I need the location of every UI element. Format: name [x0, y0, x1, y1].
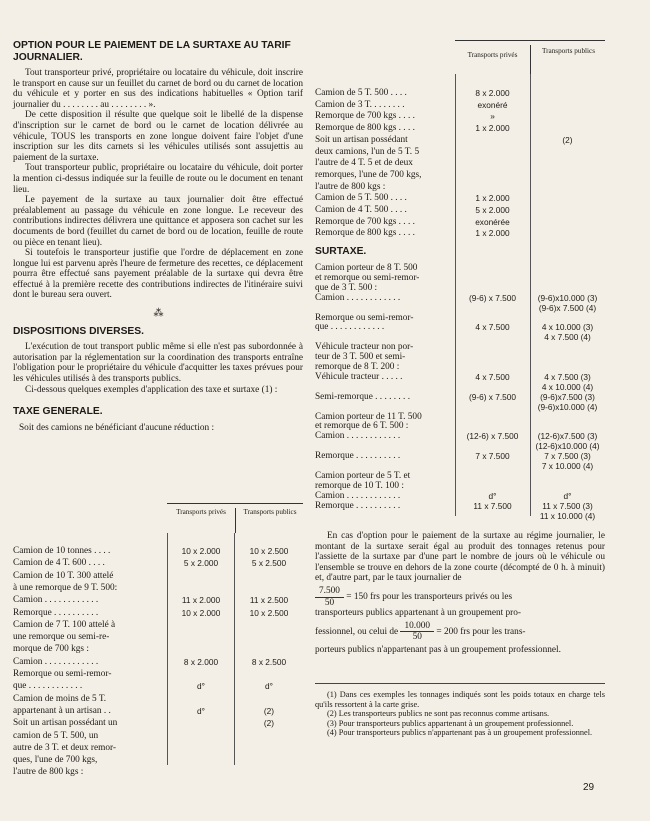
row-label: l'autre de 800 kgs :: [13, 767, 84, 778]
fraction-text: = 150 frs pour les transporteurs privés ou les: [346, 592, 513, 603]
fraction: [400, 621, 434, 643]
value-publics: (2): [263, 705, 275, 716]
row-label: Remorque . . . . . . . . . .: [315, 500, 401, 511]
col-header-publics: Transports publics: [530, 45, 606, 75]
value-prives: 8 x 2.000: [475, 88, 510, 98]
fraction-denominator: 50: [412, 632, 422, 643]
value-prives: 1 x 2.000: [475, 228, 510, 239]
left-column: [13, 40, 303, 439]
value-prives: d°: [197, 681, 205, 692]
section-title-surtaxe: SURTAXE.: [315, 246, 367, 257]
value-prives: 10 x 2.000: [181, 607, 221, 618]
row-label: teur de 3 T. 500 et semi-: [315, 352, 406, 363]
fraction-denominator: 50: [324, 597, 335, 608]
value-publics: 4 x 7.500 (3): [544, 371, 591, 382]
value-publics: (2): [263, 718, 275, 729]
value-publics: (12-6)x10.000 (4): [535, 441, 600, 452]
value-publics: 7 x 10.000 (4): [541, 461, 594, 471]
value-publics: 8 x 2.500: [251, 656, 287, 667]
row-label: Camion porteur de 8 T. 500: [315, 263, 418, 273]
row-label: deux camions, l'un de 5 T. 5: [315, 146, 420, 157]
row-label: Remorque de 800 kgs . . . .: [315, 228, 415, 239]
row-label: Remorque . . . . . . . . . .: [13, 607, 99, 618]
row-label: Camion . . . . . . . . . . . .: [315, 490, 401, 501]
value-prives: exonéré: [477, 99, 508, 110]
option-explanation: [315, 531, 605, 656]
row-label: Remorque ou semi-remor-: [315, 312, 414, 323]
value-prives: 5 x 2.000: [475, 205, 510, 215]
value-publics: 11 x 7.500 (3): [542, 500, 593, 511]
fraction-prefix: fessionnel, ou celui de: [315, 626, 399, 637]
row-label: appartenant à un artisan . .: [13, 705, 111, 716]
row-label: remorque de 10 T. 100 :: [315, 480, 404, 491]
value-publics: 11 x 2.500: [249, 595, 289, 606]
footnotes: [315, 683, 605, 738]
paragraph: Le payement de la surtaxe au taux journalier doit être effectué préalablement au passage du véhicule en zone longue. Le receveur des contributions indirectes délivrera une quittance et apposera son cachet sur les documents de bord (feuillet du carnet de bord ou de location, feuille de route ou pièce en tenant lieu).: [13, 195, 303, 248]
row-label: remorques, l'une de 700 kgs,: [315, 169, 422, 180]
row-label: ques, l'une de 700 kgs,: [13, 755, 98, 766]
section-title-dispositions: DISPOSITIONS DIVERSES.: [13, 325, 145, 337]
row-label: Remorque . . . . . . . . . .: [315, 451, 401, 462]
row-label: remorque de 8 T. 200 :: [315, 362, 400, 372]
value-publics: (9-6)x10.000 (3): [537, 292, 598, 303]
row-label: Soit un artisan possédant un: [13, 718, 118, 729]
value-publics: 4 x 10.000 (3): [541, 322, 594, 333]
footnote: (4) Pour transporteurs publics n'appartenant pas à un groupement professionnel.: [327, 728, 593, 738]
option-paragraphs: [13, 68, 303, 301]
value-publics: 7 x 7.500 (3): [544, 451, 591, 462]
value-prives: 4 x 7.500: [475, 322, 510, 333]
value-publics: (9-6)x7.500 (3): [540, 391, 595, 402]
value-prives: 1 x 2.000: [475, 193, 510, 204]
value-prives: 10 x 2.000: [181, 546, 221, 556]
value-prives: (9-6) x 7.500: [468, 391, 517, 402]
row-label: Camion de 4 T. 500 . . . .: [315, 205, 407, 215]
row-label: camion de 5 T. 500, un: [13, 730, 99, 741]
paragraph: Ci-dessous quelques exemples d'application des taxe et surtaxe (1) :: [25, 384, 278, 395]
value-publics: 10 x 2.500: [249, 607, 289, 618]
value-publics: 5 x 2.500: [251, 558, 287, 569]
paragraph: L'exécution de tout transport public même si elle n'est pas subordonnée à autorisation par la réglementation sur la coordination des transports entraîne l'obligation pour le propriétaire du véhicule d'acquitter les taxes prévues pour les véhicules utilisés à des transports publics.: [13, 342, 303, 384]
section-separator: ⁂: [153, 308, 163, 320]
value-prives: 11 x 2.000: [181, 595, 221, 606]
row-label: Véhicule tracteur . . . . .: [315, 371, 403, 382]
row-label: que . . . . . . . . . . . .: [315, 322, 385, 333]
value-prives: 8 x 2.000: [183, 656, 219, 667]
row-label: Camion de 10 T. 300 attelé: [13, 570, 114, 581]
row-label: Remorque de 700 kgs . . . .: [315, 111, 415, 122]
dispositions-paragraphs: [13, 342, 303, 395]
right-table-header: [455, 40, 605, 75]
paragraph: Tout transporteur privé, propriétaire ou locataire du véhicule, doit inscrire le transport en cause sur un feuillet du carnet de bord ou du carnet de location du véhicule et y porter en sus des indications habituelles « Option tarif journalier du . . . . . . . . au . . . . . . . . ».: [13, 68, 303, 110]
value-publics: 4 x 10.000 (4): [541, 381, 594, 392]
row-label: Remorque de 700 kgs . . . .: [315, 216, 415, 227]
value-publics: 4 x 7.500 (4): [544, 332, 591, 343]
row-label: Semi-remorque . . . . . . . .: [315, 391, 411, 402]
taxe-intro: Soit des camions ne bénéficiant d'aucune réduction :: [19, 422, 215, 433]
fraction-numerator: 7.500: [315, 586, 344, 598]
fraction-line-1: [315, 586, 605, 608]
value-prives: 7 x 7.500: [475, 451, 510, 462]
value-prives: d°: [488, 490, 497, 501]
fraction-numerator: 10.000: [400, 621, 434, 633]
fraction-text: = 200 frs pour les trans-: [436, 626, 526, 637]
row-label: que de 3 T. 500 :: [315, 282, 378, 293]
row-label: l'autre de 4 T. 5 et de deux: [315, 158, 413, 169]
value-publics: (9-6)x 7.500 (4): [538, 302, 597, 313]
row-label: Véhicule tracteur non por-: [315, 342, 414, 353]
row-label: Camion porteur de 5 T. et: [315, 470, 411, 481]
footnote: (3) Pour transporteurs publics appartenant à un groupement professionnel.: [327, 718, 574, 728]
row-label: l'autre de 800 kgs :: [315, 181, 386, 192]
row-label: Camion . . . . . . . . . . . .: [315, 292, 401, 303]
row-label: Camion . . . . . . . . . . . .: [13, 595, 99, 606]
row-label: morque de 700 kgs :: [13, 644, 89, 655]
row-label: Camion . . . . . . . . . . . .: [315, 431, 401, 442]
row-label: une remorque ou semi-re-: [13, 632, 110, 643]
value-prives: 5 x 2.000: [183, 558, 219, 569]
row-label: Camion de 10 tonnes . . . .: [13, 546, 111, 556]
value-prives: 4 x 7.500: [475, 371, 510, 382]
col-header-publics: Transports publics: [235, 508, 304, 533]
explanation-paragraph: En cas d'option pour le paiement de la surtaxe au régime journalier, le montant de la surtaxe serait égal au produit des tonnages retenus pour l'assiette de la surtaxe par d'une part le nombre de jours où le véhicule ou l'ensemble se trouve en dehors de la zone courte (décompté de 0 h. à minuit) et, d'autre part, par le taux journalier de: [315, 531, 605, 584]
row-label: Camion de 4 T. 600 . . . .: [13, 558, 105, 569]
footnote: (2) Les transporteurs publics ne sont pas reconnus comme artisans.: [327, 709, 550, 719]
fraction: [315, 586, 344, 608]
value-publics: d°: [265, 681, 273, 692]
row-label: Remorque ou semi-remor-: [13, 669, 112, 679]
section-title-taxe-generale: TAXE GENERALE.: [13, 406, 103, 418]
value-publics: (2): [562, 134, 573, 145]
row-label: que . . . . . . . . . . . .: [13, 681, 83, 692]
row-label: Camion de moins de 5 T.: [13, 693, 107, 704]
explanation-line: transporteurs publics appartenant à un groupement pro-: [315, 608, 522, 619]
fraction-line-2: [315, 621, 605, 643]
row-label: Remorque de 800 kgs . . . .: [315, 123, 415, 134]
value-publics: 11 x 10.000 (4): [539, 510, 596, 521]
value-prives: (9-6) x 7.500: [468, 292, 517, 303]
value-publics: 10 x 2.500: [249, 546, 289, 556]
row-label: autre de 3 T. et deux remor-: [13, 742, 116, 753]
row-label: Camion de 5 T. 500 . . . .: [315, 88, 407, 98]
col-header-prives: Transports privés: [176, 508, 226, 516]
row-label: et remorque ou semi-remor-: [315, 272, 420, 283]
paragraph: Si toutefois le transporteur justifie que l'ordre de déplacement en zone longue lui est parvenu après l'heure de fermeture des recettes, ce déplacement pourra être effectué sans payement préalable de la surtaxe qui devra être effectué à la première recette des contributions indirectes de l'itinéraire suivi dont le bureau sera ouvert.: [13, 248, 303, 301]
left-table-header: [167, 503, 303, 534]
value-prives: 1 x 2.000: [475, 123, 510, 134]
value-publics: (12-6)x7.500 (3): [537, 431, 598, 442]
row-label: et remorque de 6 T. 500 :: [315, 421, 409, 432]
column-divider: [530, 74, 531, 270]
row-label: à une remorque de 9 T. 500:: [13, 582, 118, 593]
row-label: Camion de 3 T. . . . . . . .: [315, 99, 405, 110]
value-prives: 11 x 7.500: [473, 500, 512, 511]
col-header-prives: Transports privés: [467, 51, 518, 59]
value-prives: d°: [197, 705, 205, 716]
value-publics: d°: [563, 490, 572, 501]
value-prives: »: [490, 111, 495, 122]
value-publics: (9-6)x10.000 (4): [537, 401, 598, 412]
value-prives: (12-6) x 7.500: [466, 431, 519, 442]
surtaxe-section: [315, 246, 605, 521]
footnote: (1) Dans ces exemples les tonnages indiqués sont les poids totaux en charge tels qu'ils ressortent à la carte grise.: [315, 690, 605, 709]
row-label: Camion porteur de 11 T. 500: [315, 411, 422, 422]
value-prives: exonérée: [475, 216, 510, 227]
row-label: Soit un artisan possédant: [315, 134, 408, 145]
row-label: Camion de 5 T. 500 . . . .: [315, 193, 407, 204]
row-label: Camion de 7 T. 100 attelé à: [13, 619, 116, 630]
section-title-option: OPTION POUR LE PAIEMENT DE LA SURTAXE AU TARIF JOURNALIER.: [13, 40, 291, 63]
paragraph: Tout transporteur public, propriétaire ou locataire du véhicule, doit porter la mention ci-dessus indiquée sur la feuille de route ou le document en tenant lieu.: [13, 163, 303, 195]
paragraph: De cette disposition il résulte que quelque soit le libellé de la dispense d'inscription sur le carnet de bord ou le carnet de location délivrée au véhicule, TOUS les transports en zone longue doivent faire l'objet d'une inscription sur les dits carnets si les véhicules utilisés sont assujettis au paiement de la surtaxe.: [13, 110, 303, 163]
explanation-line: porteurs publics n'appartenant pas à un groupement professionnel.: [315, 644, 561, 655]
row-label: Camion . . . . . . . . . . . .: [13, 656, 99, 667]
page-number: 29: [583, 782, 595, 793]
